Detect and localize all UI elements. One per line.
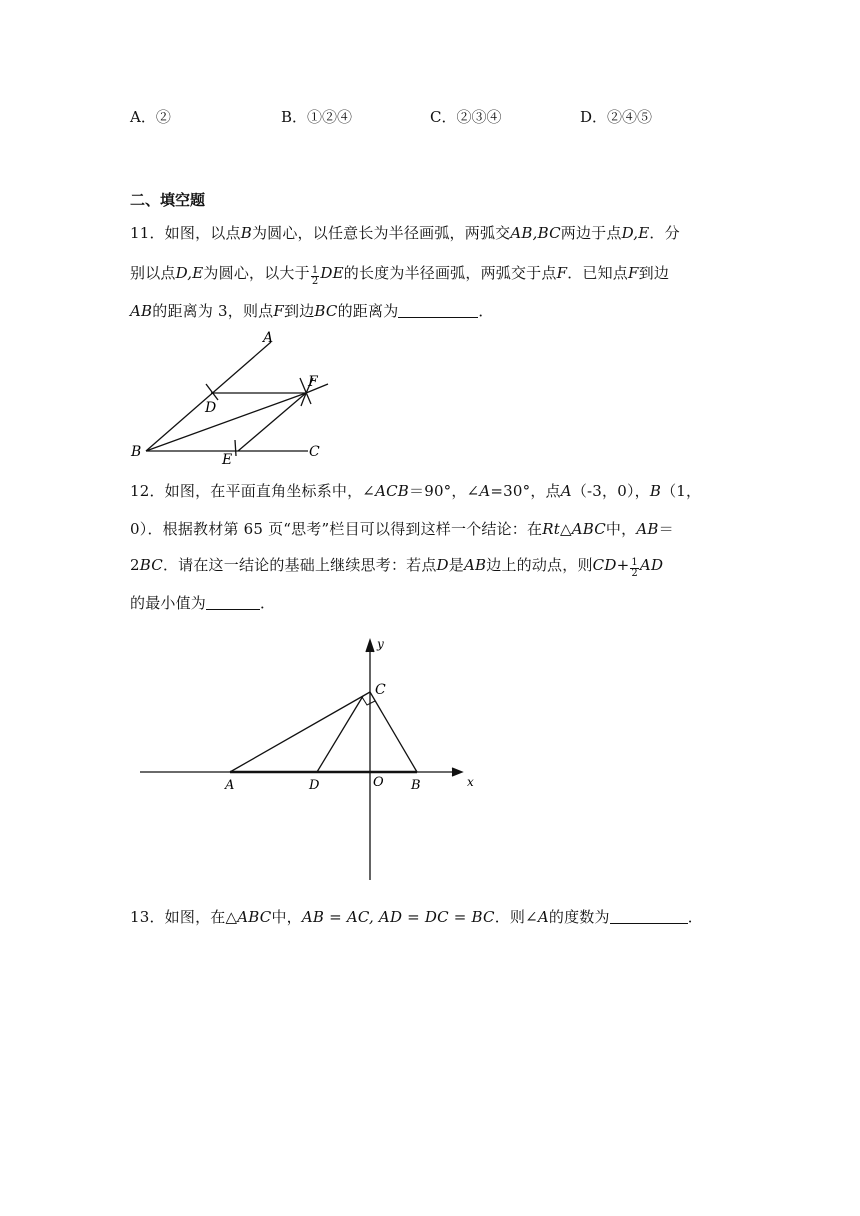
q12-line-3: 2BC．请在这一结论的基础上继续思考：若点D是AB边上的动点，则CD+ $\frac{1}{2}$ AD [130, 556, 664, 579]
q13-answer-blank [610, 909, 688, 924]
q11-label-e: E [222, 452, 233, 468]
option-a: A．② [130, 108, 171, 126]
q12-line-1: 12．如图，在平面直角坐标系中，∠ACB＝90°，∠A=30°，点A（-3，0），B（1， [130, 482, 702, 500]
q11-line-1: 11．如图，以点B为圆心，以任意长为半径画弧，两弧交AB,BC两边于点D,E．分 [130, 224, 680, 242]
q11-label-f: F [308, 374, 318, 390]
option-c: C．②③④ [430, 108, 502, 126]
q11-label-b: B [131, 444, 142, 460]
q11-label-d: D [205, 400, 217, 416]
q11-line-2: 别以点D,E为圆心，以大于 $\frac{1}{2}$ DE的长度为半径画弧，两弧交于点F．已知点F到边 [130, 264, 670, 287]
q11-line-3: AB的距离为 3，则点F到边BC的距离为 ． [130, 302, 494, 320]
section-title: 二、填空题 [130, 191, 206, 209]
q12-label-c: C [375, 682, 386, 698]
q11-label-a: A [263, 330, 274, 346]
q12-line-4: 的最小值为 ． [130, 594, 276, 612]
q12-label-x: x [467, 775, 474, 789]
q12-label-b: B [411, 778, 421, 793]
q11-figure [125, 328, 340, 468]
q12-answer-blank [206, 595, 260, 610]
q12-label-o: O [373, 775, 384, 790]
option-d: D．②④⑤ [580, 108, 653, 126]
option-b: B．①②④ [281, 108, 353, 126]
q12-line-2: 0）．根据教材第 65 页“思考”栏目可以得到这样一个结论：在Rt△ABC中，AB＝ [130, 520, 674, 538]
q12-label-y: y [377, 637, 384, 651]
q11-answer-blank [398, 303, 478, 318]
q13-line-1: 13．如图，在△ABC中，AB = AC, AD = DC = BC．则∠A的度数为 ． [130, 908, 703, 926]
q12-figure [135, 630, 485, 885]
fraction-half: $\frac{1}{2}$ [311, 265, 319, 287]
q12-label-d: D [309, 778, 320, 793]
fraction-half: $\frac{1}{2}$ [631, 557, 638, 579]
q12-label-a: A [225, 778, 235, 793]
q11-label-c: C [309, 444, 320, 460]
